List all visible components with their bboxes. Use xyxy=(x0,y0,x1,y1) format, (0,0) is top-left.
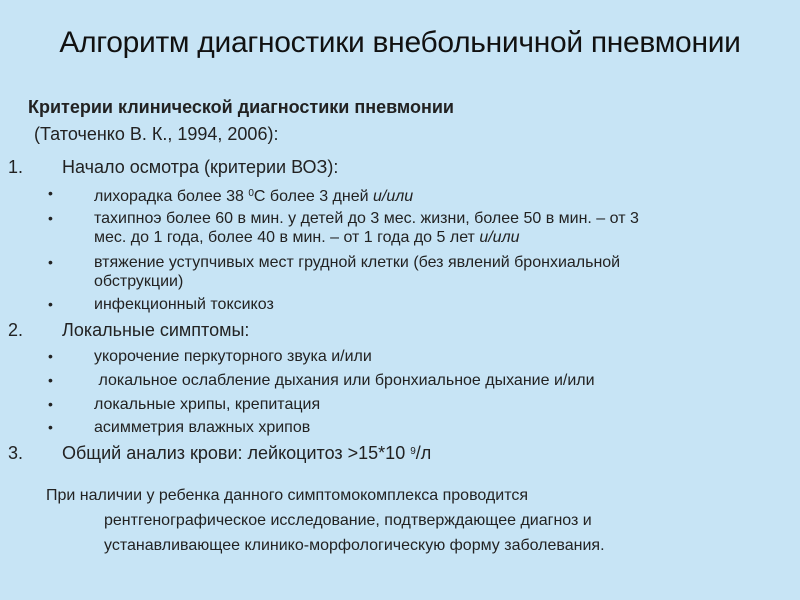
bullet-icon: • xyxy=(48,348,53,364)
bullet-icon: • xyxy=(48,296,53,312)
item-label: Общий анализ крови: лейкоцитоз >15*10 $^9$/л xyxy=(62,443,432,463)
bullet-icon: • xyxy=(48,419,53,435)
bullet-icon: • xyxy=(48,185,53,201)
bullet-icon: • xyxy=(48,210,53,226)
list-item-1 xyxy=(8,157,338,178)
bullet-item xyxy=(48,371,783,390)
bullet-item xyxy=(48,184,783,206)
bullet-text: инфекционный токсикоз xyxy=(94,296,274,313)
item-label: Начало осмотра (критерии ВОЗ): xyxy=(62,157,339,177)
bullet-text: локальные хрипы, крепитация xyxy=(94,396,321,413)
footer-line: устанавливающее клинико-морфологическую форму заболевания. xyxy=(104,537,605,554)
bullet-text: локальное ослабление дыхания или бронхиальное дыхание и/или xyxy=(94,372,595,389)
bullet-icon: • xyxy=(48,372,53,388)
bullet-text: тахипноэ более 60 в мин. у детей до 3 мес. жизни, более 50 в мин. – от 3 мес. до 1 года, более 40 в мин. – от 1 года до 5 лет и/или xyxy=(94,210,639,246)
bullet-item xyxy=(48,395,783,414)
footer-note xyxy=(46,483,766,558)
item-label: Локальные симптомы: xyxy=(62,320,250,340)
item-number: 1. xyxy=(8,157,24,177)
bullet-text: лихорадка более 38 $^0$С более 3 дней и/или xyxy=(94,188,414,205)
bullet-item xyxy=(48,253,783,291)
item-number: 3. xyxy=(8,443,24,463)
list-item-2 xyxy=(8,320,249,341)
bullet-item xyxy=(48,295,783,314)
bullet-item xyxy=(48,418,783,437)
list-item-3 xyxy=(8,443,431,464)
bullet-text: втяжение уступчивых мест грудной клетки (без явлений бронхиальной обструкции) xyxy=(94,254,621,290)
footer-line: При наличии у ребенка данного симптомокомплекса проводится xyxy=(46,487,529,504)
criteria-author: (Таточенко В. К., 1994, 2006): xyxy=(34,124,279,144)
bullet-icon: • xyxy=(48,254,53,270)
footer-line: рентгенографическое исследование, подтверждающее диагноз и xyxy=(104,512,592,529)
bullet-item xyxy=(48,209,783,247)
criteria-heading: Критерии клинической диагностики пневмонии xyxy=(28,97,454,117)
bullet-text: асимметрия влажных хрипов xyxy=(94,419,311,436)
bullet-item xyxy=(48,347,783,366)
slide-title: Алгоритм диагностики внебольничной пневмонии xyxy=(59,26,741,59)
item-number: 2. xyxy=(8,320,24,340)
bullet-text: укорочение перкуторного звука и/или xyxy=(94,348,372,365)
bullet-icon: • xyxy=(48,396,53,412)
